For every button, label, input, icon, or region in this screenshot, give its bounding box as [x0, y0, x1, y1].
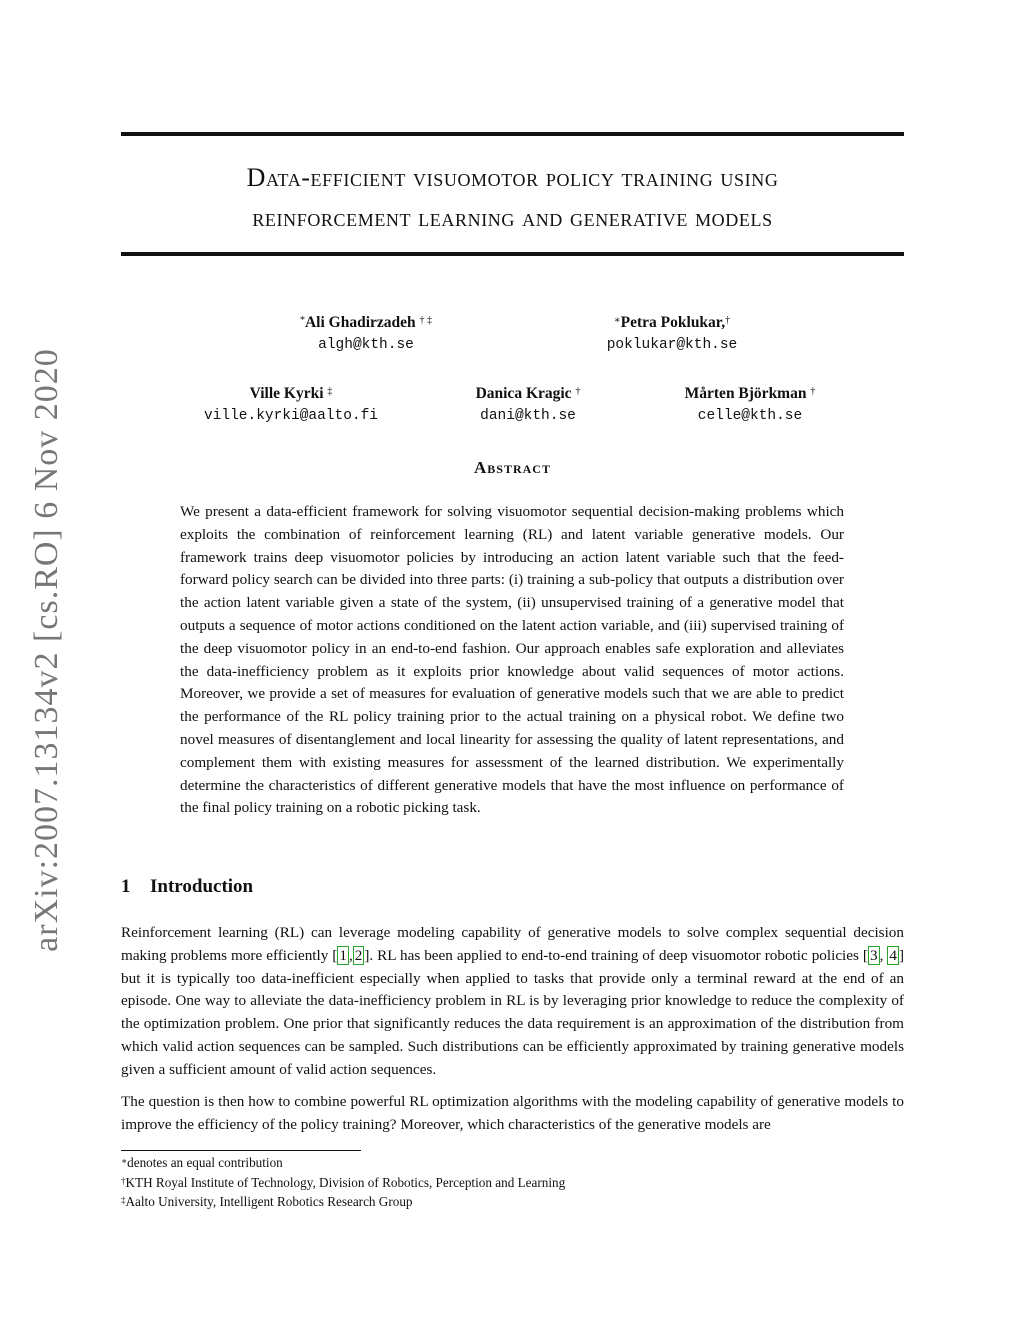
author-email[interactable]: algh@kth.se: [318, 337, 414, 353]
footnote-rule: [121, 1150, 361, 1151]
section-number: 1: [121, 876, 131, 897]
section-title: Introduction: [150, 876, 254, 897]
author-ali-ghadirzadeh: [236, 312, 496, 356]
title-top-rule: [121, 132, 904, 136]
intro-paragraph-1: [121, 922, 904, 1082]
citation-link[interactable]: 4: [889, 946, 897, 964]
citation-link[interactable]: 1: [339, 946, 347, 964]
footnote-mark: ‡: [121, 1195, 126, 1205]
author-petra-poklukar: [542, 312, 802, 356]
paper-title-line-1: Data-efficient visuomotor policy training using: [246, 163, 779, 192]
footnote-mark: †: [121, 1175, 126, 1186]
affiliation-marks: †: [725, 315, 731, 326]
affiliation-marks: †: [810, 386, 816, 397]
equal-contribution-mark: *: [299, 315, 305, 326]
footnote: [121, 1153, 565, 1173]
author-marten-bjorkman: [620, 383, 880, 427]
footnote: [121, 1173, 565, 1193]
footnote-text: denotes an equal contribution: [127, 1155, 283, 1170]
author-name: Petra Poklukar,: [620, 314, 726, 331]
paragraph-text: ]. RL has been applied to end-to-end training of deep visuomotor robotic policies [: [364, 946, 868, 964]
author-name: Danica Kragic: [475, 385, 572, 402]
equal-contribution-mark: ∗: [613, 315, 621, 326]
citation-separator: ,: [348, 946, 353, 964]
paper-title-line-2: reinforcement learning and generative models: [252, 203, 773, 232]
arxiv-identifier: arXiv:2007.13134v2 [cs.RO] 6 Nov 2020: [28, 348, 65, 952]
section-heading-introduction: [121, 876, 253, 898]
author-name: Ville Kyrki: [249, 385, 324, 402]
footnote: [121, 1192, 565, 1212]
author-name: Mårten Björkman: [684, 385, 807, 402]
citation-link[interactable]: 2: [354, 946, 363, 964]
author-name: Ali Ghadirzadeh: [304, 314, 416, 331]
affiliation-marks: ‡: [327, 386, 333, 397]
abstract-heading: Abstract: [474, 458, 551, 477]
intro-paragraph-2: The question is then how to combine powerful RL optimization algorithms with the modeling capability of generative models to improve the efficiency of the policy training? Moreover, which characteristics of the generative models are: [121, 1093, 904, 1133]
footnotes: [121, 1153, 565, 1212]
title-bottom-rule: [121, 252, 904, 256]
paragraph-text: Reinforcement learning (RL) can leverage modeling capability of generative models to solve complex sequential decision making problems more efficiently [: [121, 924, 904, 964]
citation-link[interactable]: 3: [869, 946, 878, 964]
footnote-mark: ∗: [121, 1156, 128, 1166]
author-email[interactable]: dani@kth.se: [480, 408, 576, 424]
author-ville-kyrki: [161, 383, 421, 427]
paragraph-text: ] but it is typically too data-inefficient especially when applied to tasks that provide only a terminal reward at the end of an episode. One way to alleviate the data-inefficiency problem in RL is by leveraging prior knowledge to reduce the complexity of the optimization problem. One prior that significantly reduces the data requirement is an approximation of the distribution from which valid action sequences can be sampled. Such distributions can be efficiently approximated by training generative models given a sufficient amount of valid action sequences.: [121, 946, 904, 1078]
author-email[interactable]: ville.kyrki@aalto.fi: [203, 408, 379, 424]
author-danica-kragic: [398, 383, 658, 427]
citation-separator: ,: [879, 946, 888, 964]
author-email[interactable]: celle@kth.se: [697, 408, 803, 424]
footnote-text: Aalto University, Intelligent Robotics Research Group: [125, 1194, 413, 1209]
author-email[interactable]: poklukar@kth.se: [606, 337, 738, 353]
affiliation-marks: †: [575, 386, 581, 397]
affiliation-marks: † ‡: [419, 315, 433, 326]
footnote-text: KTH Royal Institute of Technology, Division of Robotics, Perception and Learning: [125, 1174, 566, 1190]
abstract-text: We present a data-efficient framework for solving visuomotor sequential decision-making problems which exploits the combination of reinforcement learning (RL) and latent variable generative models. Our framework trains deep visuomotor policies by introducing an action latent variable such that the feed-forward policy search can be divided into three parts: (i) training a sub-policy that outputs a distribution over the action latent variable given a state of the system, (ii) unsupervised training of a generative model that outputs a sequence of motor actions conditioned on the latent action variable, and (iii) supervised training of the deep visuomotor policy in an end-to-end fashion. Our approach enables safe exploration and alleviates the data-inefficiency problem as it exploits prior knowledge about valid sequences of motor actions. Moreover, we provide a set of measures for evaluation of generative models such that we are able to predict the performance of the RL policy training prior to the actual training on a physical robot. We define two novel measures of disentanglement and local linearity for assessing the quality of latent representations, and complement them with existing measures for assessment of the learned distribution. We experimentally determine the characteristics of different generative models that have the most influence on performance of the final policy training on a robotic picking task.: [180, 503, 844, 817]
